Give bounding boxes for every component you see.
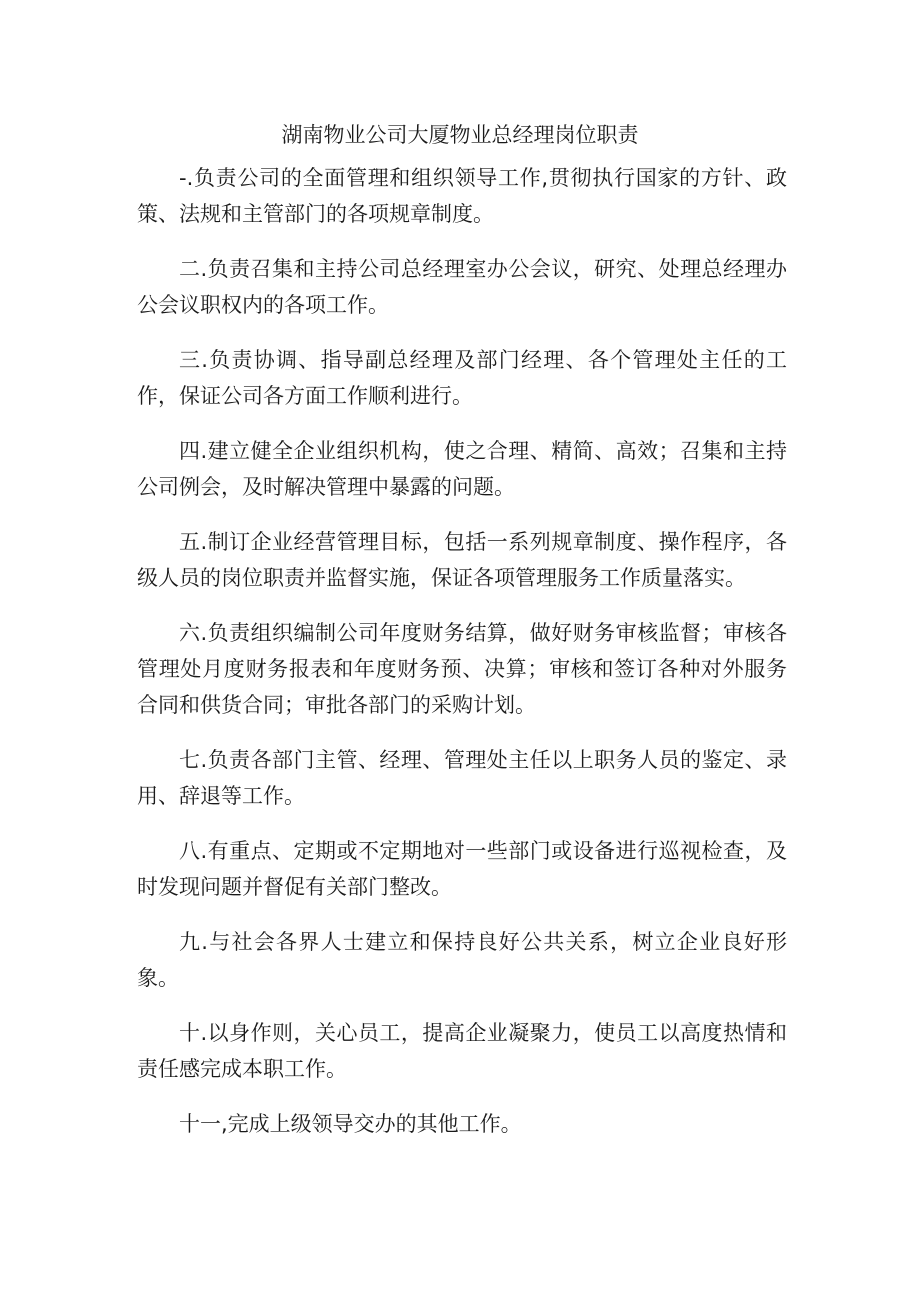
duty-item-6: 六.负责组织编制公司年度财务结算，做好财务审核监督；审核各管理处月度财务报表和年度财务预、决算；审核和签订各种对外服务合同和供货合同；审批各部门的采购计划。 [137,621,787,717]
duty-item-8: 八.有重点、定期或不定期地对一些部门或设备进行巡视检查，及时发现问题并督促有关部门整改。 [137,839,787,899]
duty-item-1: -.负责公司的全面管理和组织领导工作,贯彻执行国家的方针、政策、法规和主管部门的各项规章制度。 [137,166,787,226]
document-title: 湖南物业公司大厦物业总经理岗位职责 [281,123,639,147]
document-body [137,160,787,1161]
duty-item-9: 九.与社会各界人士建立和保持良好公共关系，树立企业良好形象。 [137,930,787,990]
duty-item-10: 十.以身作则，关心员工，提高企业凝聚力，使员工以高度热情和责任感完成本职工作。 [137,1021,787,1081]
duty-item-3: 三.负责协调、指导副总经理及部门经理、各个管理处主任的工作，保证公司各方面工作顺利进行。 [137,348,787,408]
duty-item-2: 二.负责召集和主持公司总经理室办公会议，研究、处理总经理办公会议职权内的各项工作。 [137,257,787,317]
duty-item-5: 五.制订企业经营管理目标，包括一系列规章制度、操作程序，各级人员的岗位职责并监督实施，保证各项管理服务工作质量落实。 [137,530,787,590]
duty-item-4: 四.建立健全企业组织机构，使之合理、精简、高效；召集和主持公司例会，及时解决管理中暴露的问题。 [137,439,787,499]
duty-item-7: 七.负责各部门主管、经理、管理处主任以上职务人员的鉴定、录用、辞退等工作。 [137,748,787,808]
duty-item-11: 十一,完成上级领导交办的其他工作。 [179,1112,522,1136]
